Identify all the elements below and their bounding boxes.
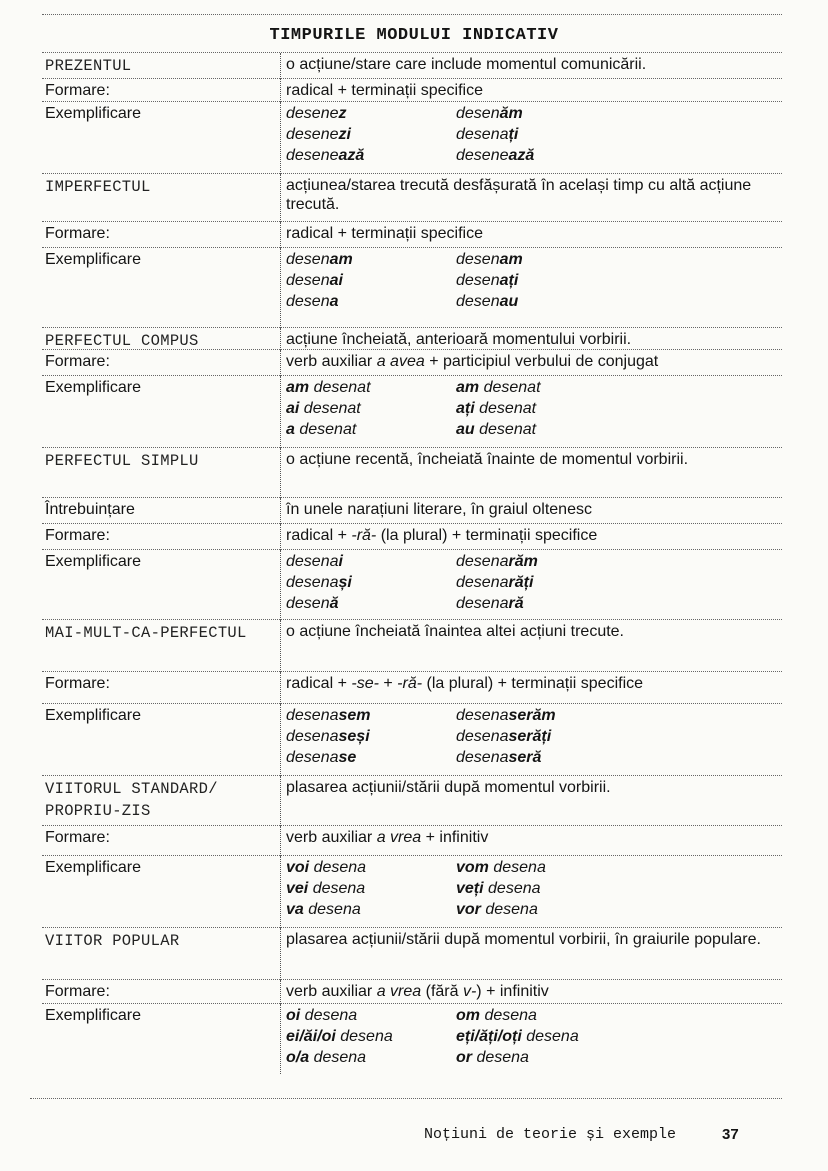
tense-detail-row	[42, 979, 782, 1004]
tense-detail-row	[42, 497, 782, 524]
form-rest: desena	[480, 901, 538, 918]
example-row	[42, 703, 782, 776]
form-rest: desena	[309, 1049, 367, 1066]
conjugation-line	[286, 124, 766, 145]
tense-definition: plasarea acțiunii/stării după momentul vorbirii, în graiurile populare.	[286, 931, 761, 948]
plural-form	[456, 1005, 537, 1026]
form-stem: desene	[286, 147, 339, 164]
singular-form	[286, 1047, 456, 1068]
plural-form	[456, 124, 518, 145]
conjugation-line	[286, 878, 766, 899]
column-divider	[280, 53, 281, 79]
conjugation-line	[286, 726, 766, 747]
tense-definition: acțiune încheiată, anterioară momentului vorbirii.	[286, 331, 632, 348]
singular-form	[286, 377, 456, 398]
column-divider	[280, 826, 281, 856]
singular-form	[286, 398, 456, 419]
form-rest: desena	[308, 880, 366, 897]
row-label: Formare:	[45, 225, 110, 242]
top-divider	[42, 14, 782, 15]
example-row	[42, 1003, 782, 1074]
tense-row	[42, 52, 782, 79]
conjugation-examples	[286, 103, 766, 166]
tense-name: MAI-MULT-CA-PERFECTUL	[45, 624, 247, 642]
form-stem: desene	[286, 105, 339, 122]
form-ending: răți	[508, 574, 534, 591]
row-value: radical + terminații specifice	[286, 225, 483, 242]
form-stem: desena	[286, 749, 339, 766]
tense-name: PREZENTUL	[45, 57, 132, 75]
form-ending: om	[456, 1007, 480, 1024]
tense-definition: o acțiune/stare care include momentul comunicării.	[286, 56, 647, 73]
form-stem: desen	[456, 272, 500, 289]
form-ending: ază	[508, 147, 535, 164]
row-value: radical + terminații specifice	[286, 82, 483, 99]
form-rest: desena	[488, 859, 546, 876]
row-label: Formare:	[45, 353, 110, 370]
column-divider	[280, 376, 281, 448]
singular-form	[286, 1026, 456, 1047]
form-ending: vei	[286, 880, 309, 897]
column-divider	[280, 498, 281, 524]
conjugation-line	[286, 1047, 766, 1068]
form-stem: desena	[286, 728, 339, 745]
tense-detail-row	[42, 349, 782, 376]
plural-form	[456, 747, 541, 768]
form-ending: oi	[286, 1007, 301, 1024]
column-divider	[280, 448, 281, 498]
plural-form	[456, 878, 541, 899]
row-label: Întrebuințare	[45, 501, 135, 518]
column-divider	[280, 328, 281, 350]
plural-form	[456, 726, 551, 747]
plural-form	[456, 145, 534, 166]
column-divider	[280, 980, 281, 1004]
form-rest: desena	[300, 1007, 358, 1024]
conjugation-line	[286, 705, 766, 726]
plural-form	[456, 899, 538, 920]
tense-detail-row	[42, 221, 782, 248]
form-stem: desena	[456, 553, 509, 570]
footer-text: Noțiuni de teorie și exemple	[424, 1126, 677, 1143]
form-ending: ți	[508, 126, 519, 143]
example-label: Exemplificare	[45, 859, 142, 876]
form-ending: o/a	[286, 1049, 310, 1066]
form-stem: desena	[456, 574, 509, 591]
form-ending: se	[338, 749, 357, 766]
form-stem: desena	[456, 707, 509, 724]
form-stem: desena	[286, 553, 339, 570]
conjugation-line	[286, 377, 766, 398]
plural-form	[456, 103, 523, 124]
singular-form	[286, 124, 456, 145]
column-divider	[280, 672, 281, 704]
column-divider	[280, 928, 281, 980]
form-stem: desena	[286, 574, 339, 591]
form-ending: răm	[508, 553, 538, 570]
singular-form	[286, 747, 456, 768]
example-row	[42, 855, 782, 928]
form-ending: ază	[338, 147, 365, 164]
row-label: Formare:	[45, 527, 110, 544]
form-ending: serăți	[508, 728, 552, 745]
example-label: Exemplificare	[45, 1007, 142, 1024]
conjugation-line	[286, 419, 766, 440]
conjugation-line	[286, 1005, 766, 1026]
row-label: Formare:	[45, 675, 110, 692]
form-stem: desena	[456, 728, 509, 745]
form-ending: și	[338, 574, 352, 591]
form-ending: or	[456, 1049, 472, 1066]
plural-form	[456, 270, 518, 291]
example-label: Exemplificare	[45, 553, 142, 570]
conjugation-line	[286, 398, 766, 419]
conjugation-examples	[286, 705, 766, 768]
form-ending: am	[286, 379, 310, 396]
form-ending: vor	[456, 901, 481, 918]
form-ending: ăm	[499, 105, 523, 122]
form-ending: ați	[499, 272, 519, 289]
form-stem: desena	[286, 707, 339, 724]
singular-form	[286, 857, 456, 878]
tense-row	[42, 775, 782, 826]
form-stem: desena	[456, 749, 509, 766]
singular-form	[286, 1005, 456, 1026]
conjugation-line	[286, 1026, 766, 1047]
form-ending: veți	[456, 880, 484, 897]
row-value: radical + -se- + -ră- (la plural) + terminații specifice	[286, 675, 644, 692]
conjugation-line	[286, 572, 766, 593]
example-row	[42, 375, 782, 448]
plural-form	[456, 1026, 579, 1047]
form-ending: a	[286, 421, 295, 438]
form-rest: desena	[335, 1028, 393, 1045]
conjugation-examples	[286, 377, 766, 440]
tense-definition: plasarea acțiunii/stării după momentul vorbirii.	[286, 779, 611, 796]
form-ending: seși	[338, 728, 370, 745]
conjugation-line	[286, 593, 766, 614]
plural-form	[456, 593, 524, 614]
column-divider	[280, 174, 281, 222]
form-ending: am	[329, 251, 353, 268]
singular-form	[286, 593, 456, 614]
form-rest: desenat	[479, 379, 541, 396]
form-ending: ați	[456, 400, 475, 417]
column-divider	[280, 248, 281, 328]
row-value: verb auxiliar a vrea + infinitiv	[286, 829, 489, 846]
tense-name: VIITORUL STANDARD/ PROPRIU-ZIS	[45, 780, 218, 820]
form-stem: desen	[456, 293, 500, 310]
form-stem: desen	[456, 105, 500, 122]
tense-row	[42, 927, 782, 980]
tense-name: VIITOR POPULAR	[45, 932, 180, 950]
form-ending: ai	[286, 400, 300, 417]
singular-form	[286, 726, 456, 747]
form-ending: z	[338, 105, 347, 122]
tense-definition: acțiunea/starea trecută desfășurată în același timp cu altă acțiune trecută.	[286, 177, 752, 213]
form-ending: eți/ăți/oți	[456, 1028, 522, 1045]
form-ending: voi	[286, 859, 310, 876]
form-ending: sem	[338, 707, 371, 724]
plural-form	[456, 857, 546, 878]
form-rest: desenat	[294, 421, 357, 438]
example-label: Exemplificare	[45, 379, 142, 396]
column-divider	[280, 776, 281, 826]
conjugation-line	[286, 747, 766, 768]
form-stem: desen	[456, 251, 500, 268]
form-ending: seră	[508, 749, 542, 766]
conjugation-line	[286, 270, 766, 291]
conjugation-line	[286, 551, 766, 572]
form-ending: i	[338, 553, 343, 570]
form-ending: vom	[456, 859, 489, 876]
form-rest: desena	[521, 1028, 579, 1045]
singular-form	[286, 291, 456, 312]
tense-row	[42, 173, 782, 222]
page-title: TIMPURILE MODULUI INDICATIV	[269, 26, 559, 45]
singular-form	[286, 878, 456, 899]
row-value: radical + -ră- (la plural) + terminații specifice	[286, 527, 598, 544]
plural-form	[456, 249, 523, 270]
singular-form	[286, 270, 456, 291]
bottom-divider	[30, 1098, 782, 1099]
column-divider	[280, 350, 281, 376]
singular-form	[286, 103, 456, 124]
tense-detail-row	[42, 523, 782, 550]
tense-definition: o acțiune încheiată înaintea altei acțiuni trecute.	[286, 623, 624, 640]
example-label: Exemplificare	[45, 707, 142, 724]
form-ending: ei/ăi/oi	[286, 1028, 336, 1045]
form-rest: desena	[480, 1007, 537, 1024]
tense-name: PERFECTUL SIMPLU	[45, 452, 199, 470]
tense-detail-row	[42, 825, 782, 856]
form-rest: desena	[483, 880, 541, 897]
tense-definition: o acțiune recentă, încheiată înainte de momentul vorbirii.	[286, 451, 689, 468]
row-value: verb auxiliar a avea + participiul verbului de conjugat	[286, 353, 659, 370]
form-ending: au	[499, 293, 519, 310]
form-ending: am	[499, 251, 523, 268]
form-ending: a	[329, 293, 339, 310]
form-stem: desene	[456, 147, 509, 164]
tense-name: IMPERFECTUL	[45, 178, 151, 196]
column-divider	[280, 524, 281, 550]
page-number: 37	[722, 1126, 739, 1143]
singular-form	[286, 705, 456, 726]
form-rest: desenat	[474, 400, 537, 417]
row-value: în unele narațiuni literare, în graiul oltenesc	[286, 501, 592, 518]
form-ending: ai	[329, 272, 343, 289]
plural-form	[456, 291, 518, 312]
conjugation-line	[286, 103, 766, 124]
column-divider	[280, 704, 281, 776]
form-rest: desena	[472, 1049, 529, 1066]
example-label: Exemplificare	[45, 251, 142, 268]
form-ending: au	[456, 421, 475, 438]
example-label: Exemplificare	[45, 105, 142, 122]
form-stem: desen	[286, 293, 330, 310]
conjugation-examples	[286, 249, 766, 312]
example-row	[42, 101, 782, 174]
row-label: Formare:	[45, 983, 110, 1000]
tense-detail-row	[42, 78, 782, 102]
form-stem: desena	[456, 595, 509, 612]
form-ending: am	[456, 379, 480, 396]
form-rest: desena	[309, 859, 367, 876]
conjugation-examples	[286, 1005, 766, 1068]
plural-form	[456, 377, 541, 398]
conjugation-line	[286, 291, 766, 312]
plural-form	[456, 398, 536, 419]
conjugation-line	[286, 145, 766, 166]
singular-form	[286, 899, 456, 920]
conjugation-line	[286, 249, 766, 270]
column-divider	[280, 79, 281, 102]
column-divider	[280, 102, 281, 174]
form-ending: va	[286, 901, 304, 918]
form-ending: ră	[508, 595, 524, 612]
tense-row	[42, 327, 782, 350]
conjugation-examples	[286, 551, 766, 614]
form-ending: serăm	[508, 707, 556, 724]
row-label: Formare:	[45, 82, 110, 99]
singular-form	[286, 572, 456, 593]
plural-form	[456, 572, 533, 593]
form-stem: desen	[286, 251, 330, 268]
tense-detail-row	[42, 671, 782, 704]
tense-name: PERFECTUL COMPUS	[45, 332, 199, 350]
column-divider	[280, 1004, 281, 1074]
column-divider	[280, 550, 281, 620]
tense-row	[42, 619, 782, 672]
form-rest: desenat	[299, 400, 361, 417]
form-stem: desen	[286, 595, 330, 612]
plural-form	[456, 705, 556, 726]
conjugation-line	[286, 857, 766, 878]
tense-row	[42, 447, 782, 498]
form-rest: desena	[303, 901, 361, 918]
row-value: verb auxiliar a vrea (fără v-) + infinitiv	[286, 983, 549, 1000]
form-stem: desena	[456, 126, 509, 143]
form-ending: zi	[338, 126, 351, 143]
plural-form	[456, 419, 536, 440]
example-row	[42, 549, 782, 620]
form-stem: desen	[286, 272, 330, 289]
column-divider	[280, 856, 281, 928]
plural-form	[456, 1047, 529, 1068]
form-rest: desenat	[309, 379, 371, 396]
singular-form	[286, 145, 456, 166]
conjugation-line	[286, 899, 766, 920]
column-divider	[280, 620, 281, 672]
form-rest: desenat	[474, 421, 537, 438]
form-stem: desene	[286, 126, 339, 143]
column-divider	[280, 222, 281, 248]
singular-form	[286, 249, 456, 270]
example-row	[42, 247, 782, 328]
singular-form	[286, 419, 456, 440]
form-ending: ă	[329, 595, 339, 612]
plural-form	[456, 551, 538, 572]
singular-form	[286, 551, 456, 572]
row-label: Formare:	[45, 829, 110, 846]
conjugation-examples	[286, 857, 766, 920]
